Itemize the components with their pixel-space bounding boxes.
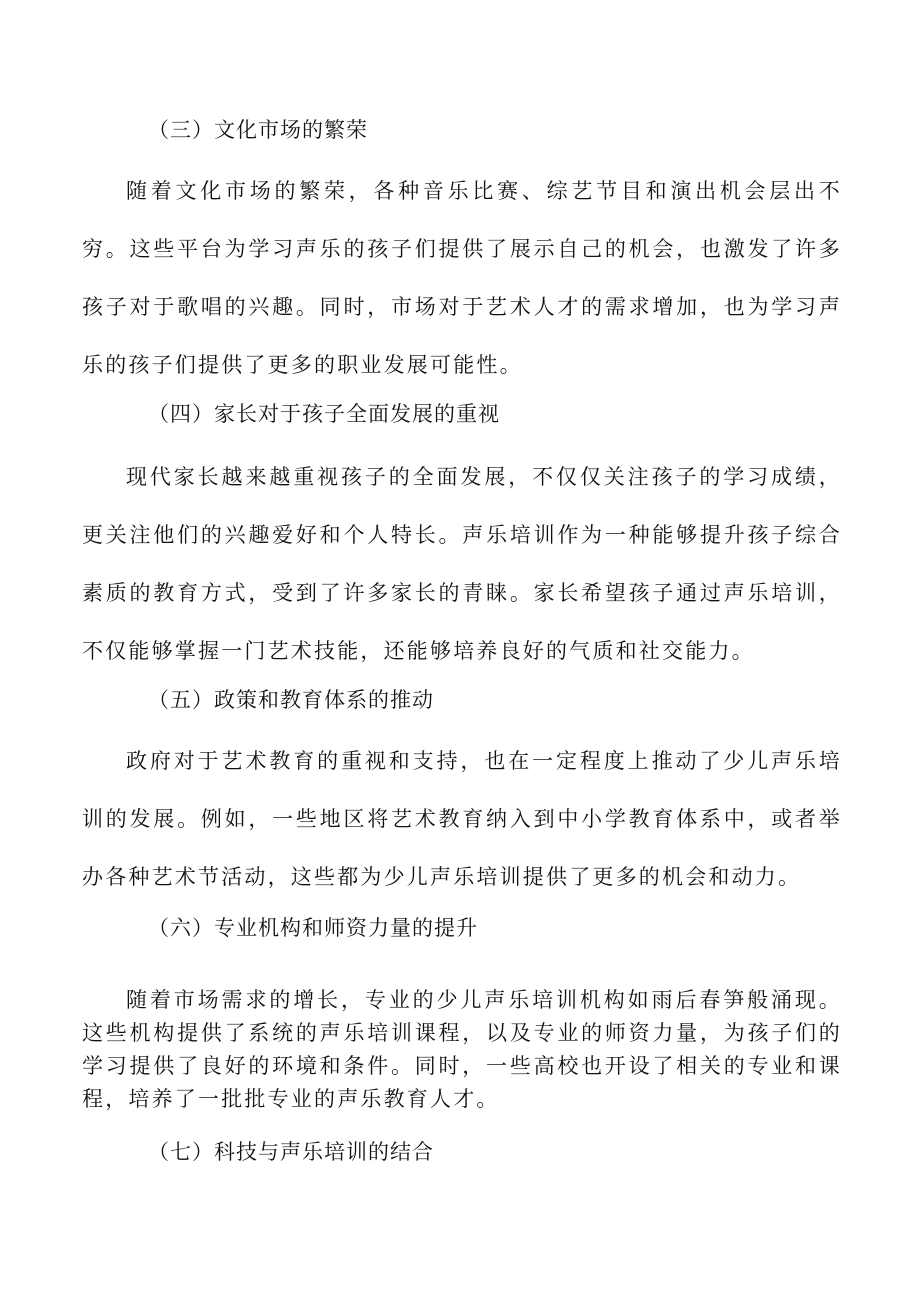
section-paragraph-6: 随着市场需求的增长，专业的少儿声乐培训机构如雨后春笋般涌现。这些机构提供了系统的声乐培训课程，以及专业的师资力量，为孩子们的学习提供了良好的环境和条件。同时，一些高校也开设了相关的专业和课程，培养了一批批专业的声乐教育人才。 [82,988,842,1111]
section-heading-7: （七）科技与声乐培训的结合 [148,1140,434,1164]
section-heading-3: （三）文化市场的繁荣 [148,118,368,142]
section-paragraph-4: 现代家长越来越重视孩子的全面发展，不仅仅关注孩子的学习成绩，更关注他们的兴趣爱好和个人特长。声乐培训作为一种能够提升孩子综合素质的教育方式，受到了许多家长的青睐。家长希望孩子通过声乐培训，不仅能够掌握一门艺术技能，还能够培养良好的气质和社交能力。 [82,465,842,663]
section-heading-6: （六）专业机构和师资力量的提升 [148,916,478,940]
section-heading-4: （四）家长对于孩子全面发展的重视 [148,402,500,426]
section-paragraph-3: 随着文化市场的繁荣，各种音乐比赛、综艺节目和演出机会层出不穷。这些平台为学习声乐的孩子们提供了展示自己的机会，也激发了许多孩子对于歌唱的兴趣。同时，市场对于艺术人才的需求增加，也为学习声乐的孩子们提供了更多的职业发展可能性。 [82,179,842,377]
section-heading-5: （五）政策和教育体系的推动 [148,688,434,712]
section-paragraph-5: 政府对于艺术教育的重视和支持，也在一定程度上推动了少儿声乐培训的发展。例如，一些地区将艺术教育纳入到中小学教育体系中，或者举办各种艺术节活动，这些都为少儿声乐培训提供了更多的机会和动力。 [82,749,842,889]
